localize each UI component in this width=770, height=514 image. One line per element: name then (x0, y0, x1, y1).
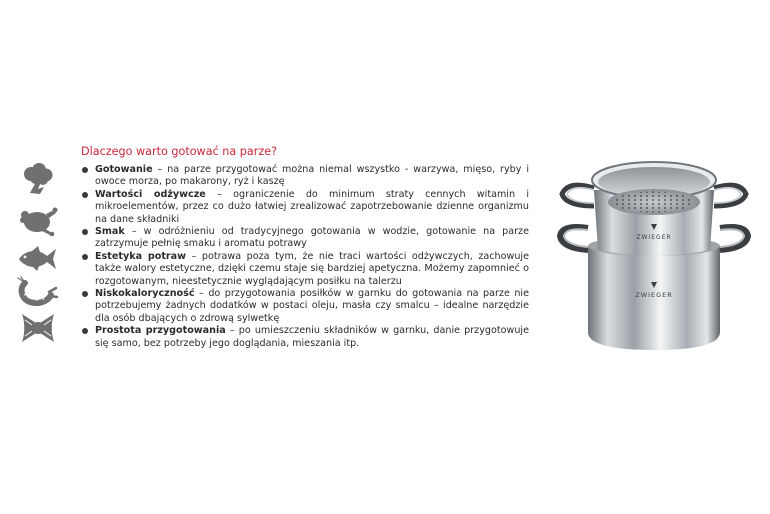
pasta-icon (16, 311, 60, 345)
bullet-icon (82, 167, 88, 173)
list-item (81, 189, 529, 226)
svg-text:ZWIEGER: ZWIEGER (635, 291, 673, 299)
benefits-text-block (81, 145, 529, 350)
item-text: – ograniczenie do minimum straty cennych witamin i mikroelementów, przez co dużo łatwiej zrealizować zapotrzebowanie dzienne organizmu na dane składniki (95, 188, 529, 225)
section-heading: Dlaczego warto gotować na parze? (81, 145, 278, 158)
item-text: – do przygotowania posiłków w garnku do gotowania na parze nie potrzebujemy żadnych dodatków w postaci oleju, masła czy smalcu – idealne narzędzie dla osób dbających o zdrową sylwetkę (95, 288, 529, 324)
bullet-icon (82, 229, 88, 235)
bullet-icon (82, 254, 88, 260)
list-item (81, 226, 529, 251)
item-title: Wartości odżywcze (95, 188, 206, 200)
svg-text:ZWIEGER: ZWIEGER (636, 234, 672, 241)
fish-icon (16, 242, 60, 276)
broccoli-icon (16, 163, 60, 197)
list-item (81, 164, 529, 189)
shrimp-icon (16, 276, 60, 310)
item-title: Prostota przygotowania (95, 325, 226, 337)
chicken-icon (16, 204, 60, 238)
item-text: – potrawa poza tym, że nie traci wartości odżywczych, zachowuje także walory estetyczne, dzięki czemu staje się bardziej apetyczna. Możemy zapomnieć o rozgotowanym, nieestetycznie wyglądającym posiłku na talerzu (95, 250, 529, 287)
item-title: Smak (95, 226, 125, 238)
bullet-icon (82, 328, 88, 334)
bullet-icon (82, 291, 88, 297)
item-title: Estetyka potraw (95, 250, 186, 262)
item-text: – w odróżnieniu od tradycyjnego gotowania w wodzie, gotowanie na parze zatrzymuje pełnię smaku i aromatu potrawy (95, 226, 529, 250)
list-item (81, 288, 529, 325)
list-item (81, 325, 529, 350)
item-title: Gotowanie (95, 164, 153, 175)
benefits-list (81, 164, 529, 350)
item-text: – na parze przygotować można niemal wszystko - warzywa, mięso, ryby i owoce morza, po makarony, ryż i kaszę (95, 164, 529, 188)
item-title: Niskokaloryczność (95, 288, 195, 300)
bullet-icon (82, 192, 88, 198)
list-item (81, 251, 529, 288)
item-text: – po umieszczeniu składników w garnku, danie przygotowuje się samo, bez potrzeby jego doglądania, mieszania itp. (95, 325, 529, 349)
steamer-pot-image (548, 150, 760, 354)
